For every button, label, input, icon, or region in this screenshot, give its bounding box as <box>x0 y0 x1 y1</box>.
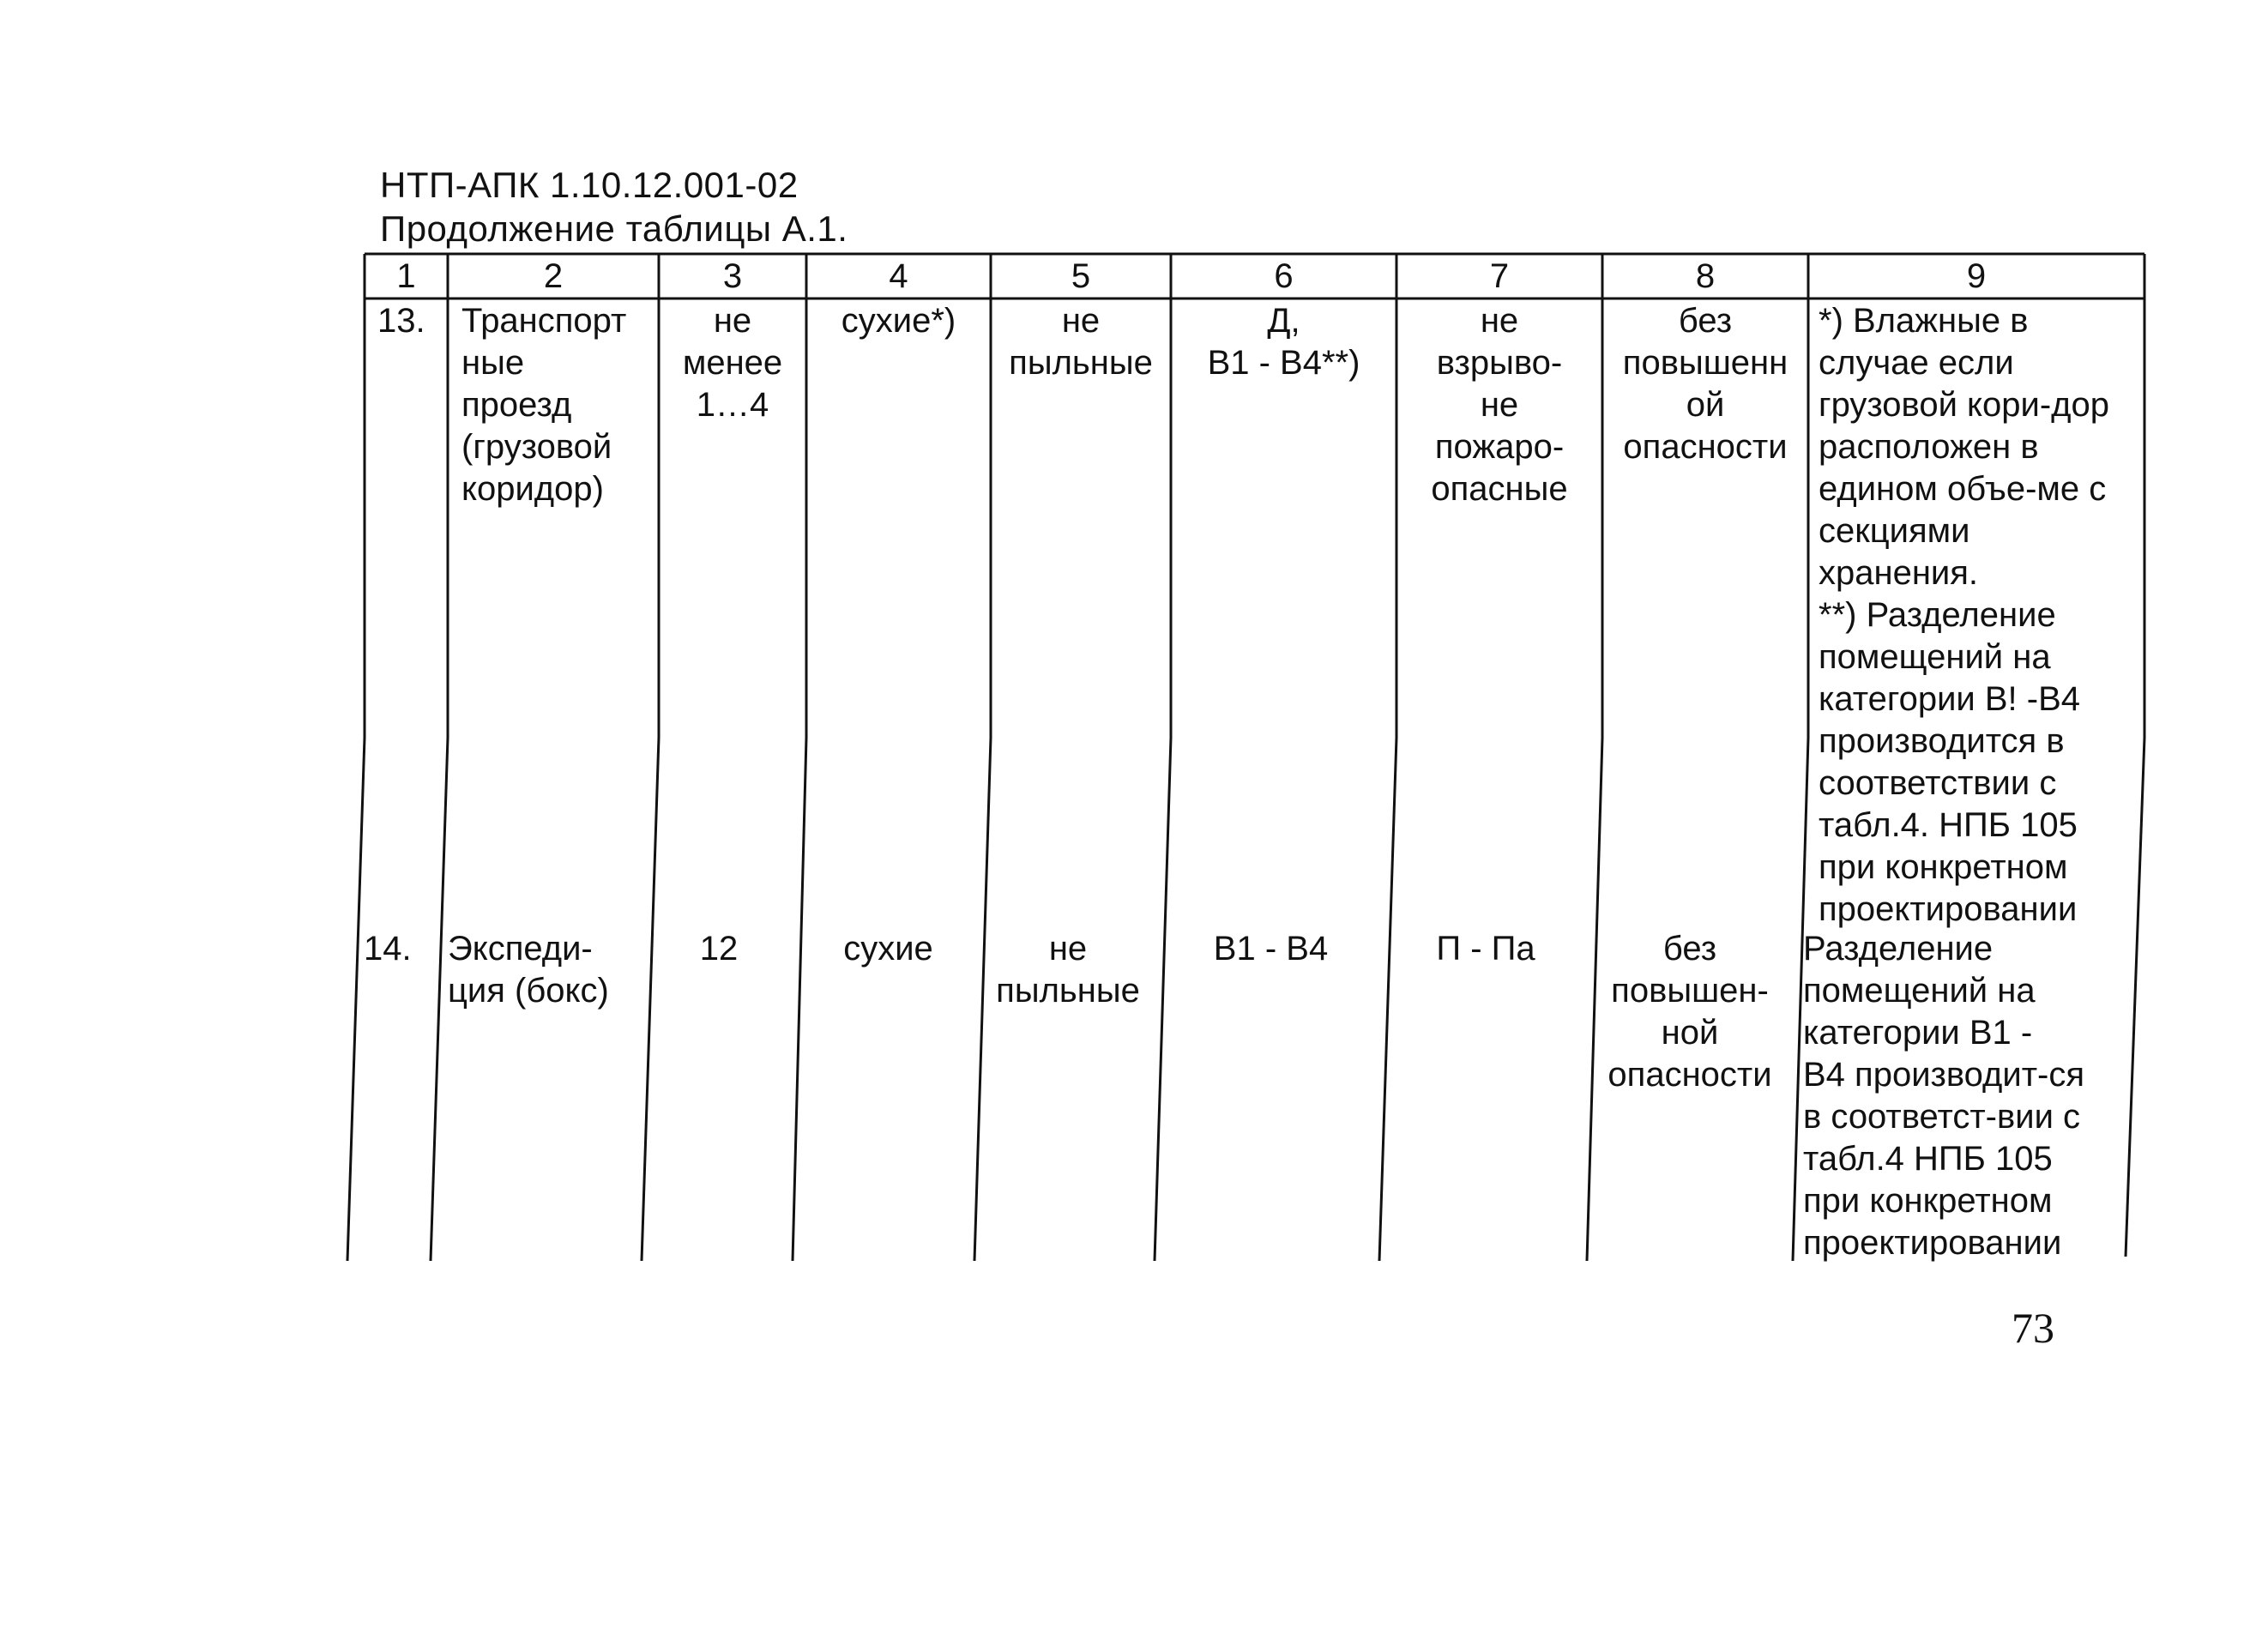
row-14-name: Экспеди- ция (бокс) <box>448 930 609 1010</box>
table-header-2: 2 <box>543 257 564 295</box>
row-13-col3: не менее 1…4 <box>682 302 783 424</box>
row-13-col5: не пыльные <box>1009 302 1153 382</box>
table-header-3: 3 <box>722 257 743 295</box>
row-13-number: 13. <box>377 302 425 340</box>
row-14-number: 14. <box>364 930 412 968</box>
table-caption: Продолжение таблицы А.1. <box>380 208 848 249</box>
table-header-5: 5 <box>1071 257 1091 295</box>
row-13-col6: Д, В1 - В4**) <box>1207 302 1360 382</box>
row-13-col7: не взрыво- не пожаро- опасные <box>1431 302 1568 508</box>
row-14-col9: Разделение помещений на категории В1 - В4 производит-ся в соответст-вии с табл.4 НПБ 105 при конкретном проектировании <box>1803 930 2085 1262</box>
row-14-col7: П - Па <box>1436 930 1535 968</box>
table-header-4: 4 <box>889 257 908 295</box>
document-code: НТП-АПК 1.10.12.001-02 <box>380 165 799 205</box>
table-header-9: 9 <box>1966 257 1987 295</box>
row-14-col4: сухие <box>843 930 933 968</box>
row-13-col4: сухие*) <box>841 302 956 340</box>
table-header-7: 7 <box>1489 257 1510 295</box>
table-header-1: 1 <box>396 257 416 295</box>
row-14-col5: не пыльные <box>996 930 1140 1010</box>
table-header-6: 6 <box>1274 257 1294 295</box>
row-13-col8: без повышенн ой опасности <box>1622 302 1788 466</box>
row-13-col9: *) Влажные в случае если грузовой кори-дор расположен в едином объе-ме с секциями хранения. **) Разделение помещений на категории В! -В4 производится в соответствии с табл.4. НПБ 105 при конкретном проектировании <box>1819 302 2109 928</box>
row-14-col8: без повышен- ной опасности <box>1608 930 1772 1094</box>
page-number: 73 <box>2012 1304 2054 1352</box>
row-14-col6: В1 - В4 <box>1213 930 1329 968</box>
row-14-col3: 12 <box>699 930 739 968</box>
table-header-8: 8 <box>1695 257 1716 295</box>
row-13-name: Транспорт ные проезд (грузовой коридор) <box>461 302 627 508</box>
